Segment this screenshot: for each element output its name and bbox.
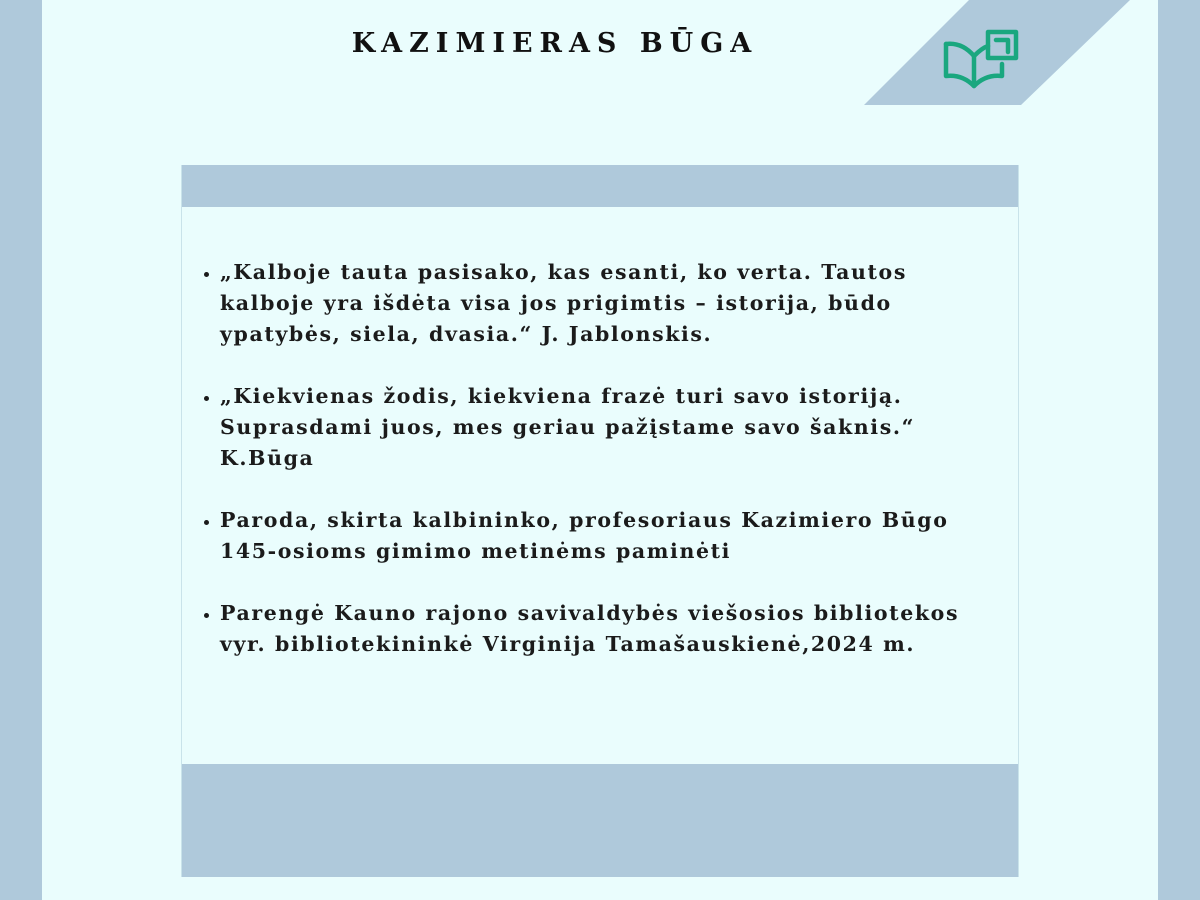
page-title: KAZIMIERAS BŪGA: [351, 28, 759, 59]
list-item-author: • Parengė Kauno rajono savivaldybės viešosios bibliotekos vyr. bibliotekininkė Virginija Tamašauskienė,2024 m.: [220, 598, 1010, 660]
card-top-bar: [182, 165, 1018, 207]
list-item-quote-jablonskis: • „Kalboje tauta pasisako, kas esanti, ko verta. Tautos kalboje yra išdėta visa jos prigimtis – istorija, būdo ypatybės, siela, dvasia.“ J. Jablonskis.: [220, 257, 1010, 350]
right-side-band: [1158, 0, 1200, 900]
left-side-band: [0, 0, 42, 900]
quote-list: [200, 257, 1010, 691]
card-bottom-bar: [182, 764, 1018, 877]
content-card: [181, 165, 1019, 877]
list-item-quote-buga: • „Kiekvienas žodis, kiekviena frazė turi savo istoriją. Suprasdami juos, mes geriau pažįstame savo šaknis.“ K.Būga: [220, 381, 1010, 474]
list-item-exhibition: • Paroda, skirta kalbininko, profesoriaus Kazimiero Būgo 145-osioms gimimo metinėms paminėti: [220, 505, 1010, 567]
